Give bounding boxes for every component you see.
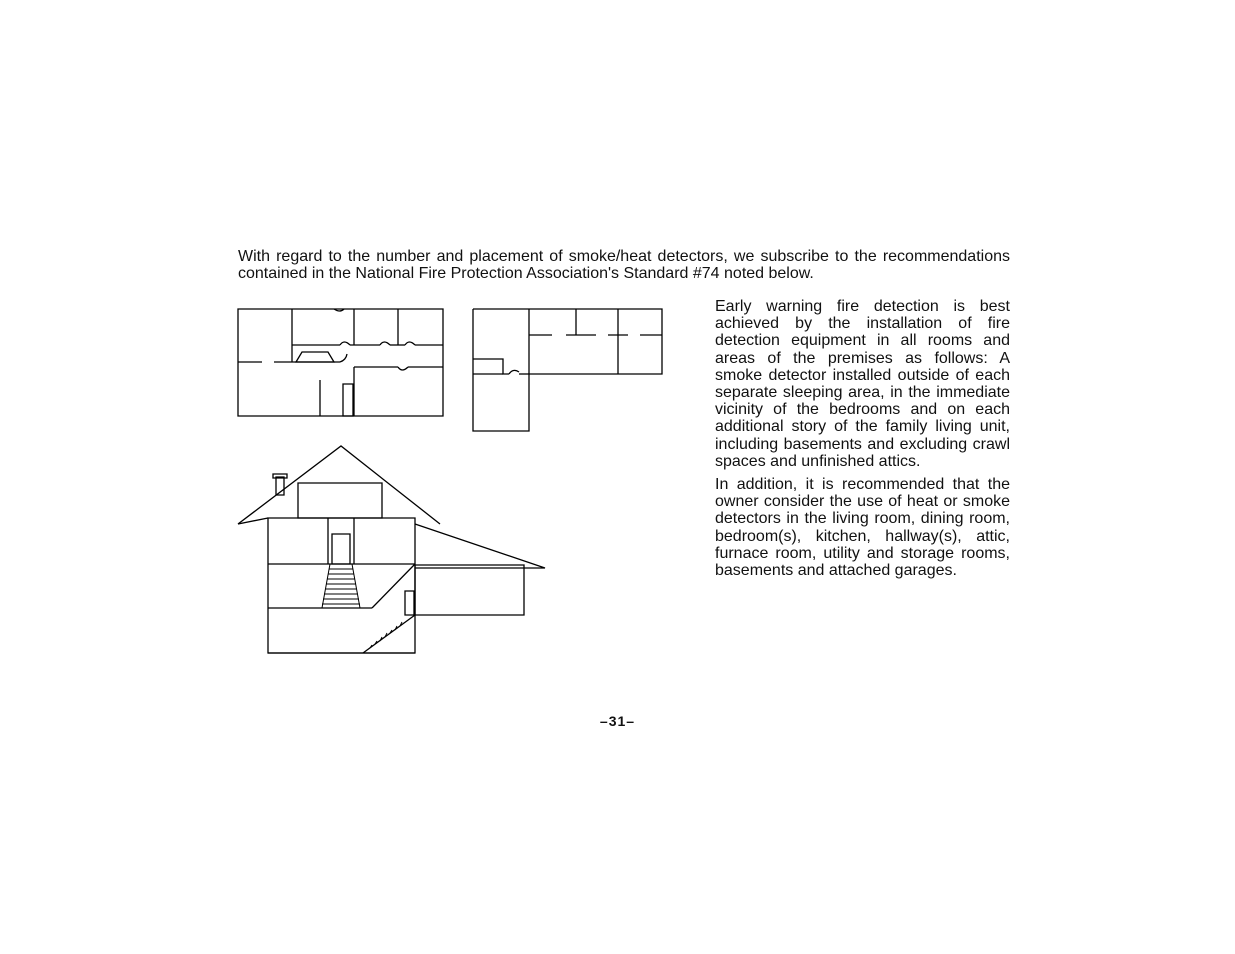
paragraph-in-addition: In addition, it is recommended that the owner consider the use of heat or smoke detectors in the living room, dining room, bedroom(s), kitchen, hallway(s), attic, furnace room, utility and storage rooms, basements and attached garages. <box>715 476 1010 580</box>
floor-plan-1-icon <box>236 307 446 419</box>
recommendations-column <box>715 298 1010 585</box>
intro-paragraph: With regard to the number and placement of smoke/heat detectors, we subscribe to the recommendations contained in the National Fire Protection Association's Standard #74 noted below. <box>238 248 1010 282</box>
floor-plan-2-icon <box>471 307 665 434</box>
page-number: –31– <box>599 713 636 729</box>
house-cross-section-icon <box>236 443 548 656</box>
paragraph-early-warning: Early warning fire detection is best achieved by the installation of fire detection equipment in all rooms and areas of the premises as follows: A smoke detector installed outside of each separate sleeping area, in the immediate vicinity of the bedrooms and on each additional story of the family living unit, including basements and excluding crawl spaces and unfinished attics. <box>715 298 1010 470</box>
